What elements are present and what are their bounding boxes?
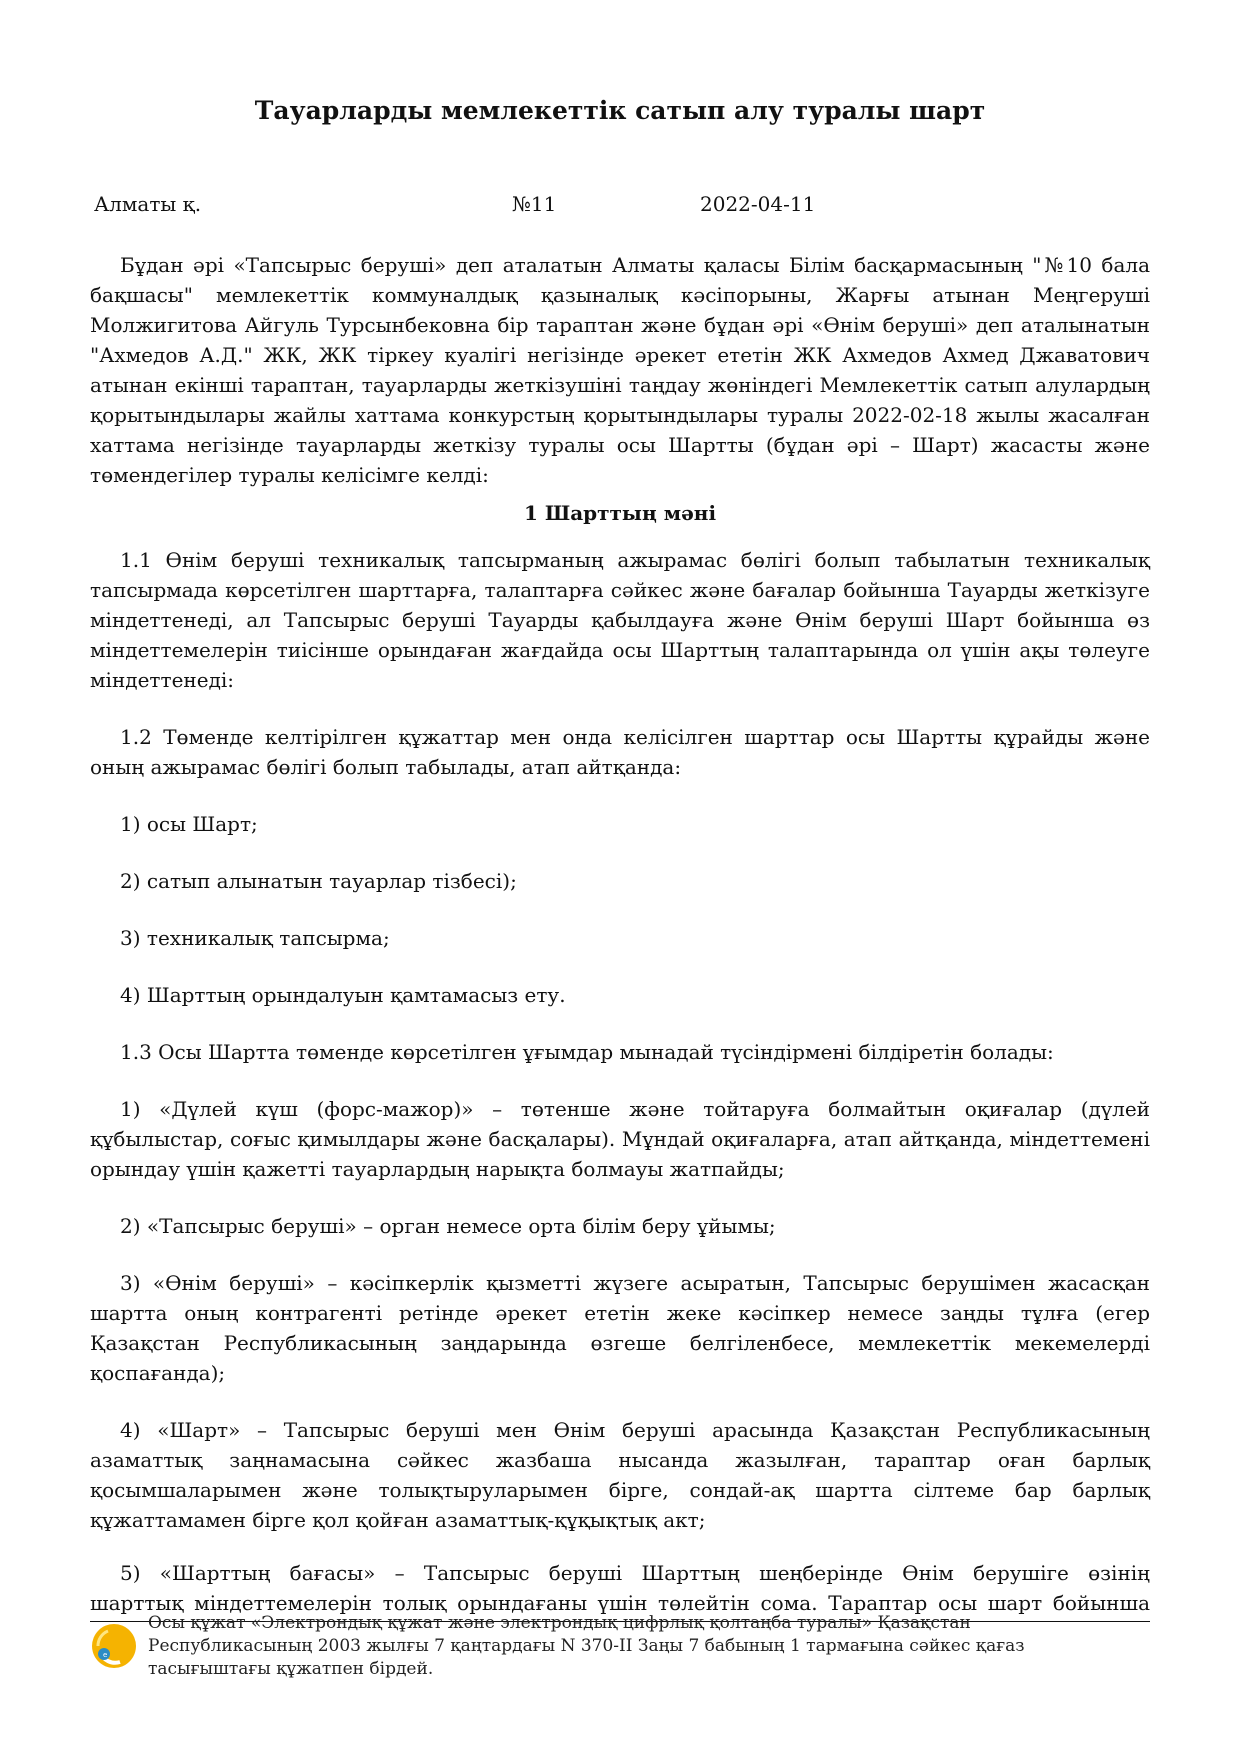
list-item: 2) сатып алынатын тауарлар тізбесі); bbox=[120, 869, 517, 893]
document-title: Тауарларды мемлекеттік сатып алу туралы шарт bbox=[254, 96, 986, 125]
document-city: Алматы қ. bbox=[94, 192, 202, 216]
section-heading: 1 Шарттың мәні bbox=[523, 501, 717, 525]
definition-item: 2) «Тапсырыс беруші» – орган немесе орта білім беру ұйымы; bbox=[120, 1214, 776, 1238]
list-item: 3) техникалық тапсырма; bbox=[120, 926, 390, 950]
clause-1-1: 1.1 Өнім беруші техникалық тапсырманың ажырамас бөлігі болып табылатын техникалық тапсырмада көрсетілген шарттарға, талаптарға сәйкес және бағалар бойынша Тауарды жеткізуге міндеттенеді, ал Тапсырыс беруші Тауарды қабылдауға және Өнім беруші Шарт бойынша өз міндеттемелерін тиісінше орындаған жағдайда осы Шарттың талаптарында ол үшін ақы төлеуге міндеттенеді: bbox=[90, 548, 1150, 692]
definition-item: 3) «Өнім беруші» – кәсіпкерлік қызметті жүзеге асыратын, Тапсырыс берушімен жасасқан шартта оның контрагенті ретінде әрекет ететін жеке кәсіпкер немесе заңды тұлға (егер Қазақстан Республикасының заңдарында өзгеше белгіленбесе, мемлекеттік мекемелерді қоспағанда); bbox=[90, 1271, 1150, 1385]
clause-1-2: 1.2 Төменде келтірілген құжаттар мен онда келісілген шарттар осы Шартты құрайды және оның ажырамас бөлігі болып табылады, атап айтқанда: bbox=[90, 725, 1150, 779]
list-item: 4) Шарттың орындалуын қамтамасыз ету. bbox=[120, 983, 566, 1007]
definition-5-line-1: 5) «Шарттың бағасы» – Тапсырыс беруші Шарттың шеңберінде Өнім берушіге өзінің bbox=[120, 1561, 1150, 1585]
footer-note: Осы құжат «Электрондық құжат және электрондық цифрлық қолтаңба туралы» Қазақстан Республикасының 2003 жылғы 7 қаңтардағы N 370-II Заңы 7 бабының 1 тармағына сәйкес қағаз тасығыштағы құжатпен бірдей. bbox=[148, 1613, 1025, 1679]
definition-5-line-2: шарттық міндеттемелерін толық орындағаны үшін төлейтін сома. Тараптар осы шарт бойынша bbox=[90, 1591, 1150, 1615]
document-date: 2022-04-11 bbox=[700, 192, 816, 216]
svg-text:e: e bbox=[103, 1651, 108, 1659]
clause-1-3: 1.3 Осы Шартта төменде көрсетілген ұғымдар мынадай түсіндірмені білдіретін болады: bbox=[120, 1040, 1054, 1064]
intro-paragraph: Бұдан әрі «Тапсырыс беруші» деп аталатын Алматы қаласы Білім басқармасының "№10 бала бақшасы" мемлекеттік коммуналдық қазыналық кәсіпорыны, Жарғы атынан Меңгеруші Молжигитова Айгуль Турсынбековна бір тараптан және бұдан әрі «Өнім беруші» деп аталынатын "Ахмедов А.Д." ЖК, ЖК тіркеу куалігі негізінде әрекет ететін ЖК Ахмедов Ахмед Джаватович атынан екінші тараптан, тауарларды жеткізушіні таңдау жөніндегі Мемлекеттік сатып алулардың қорытындылары жайлы хаттама конкурстың қорытындылары туралы 2022-02-18 жылы жасалған хаттама негізінде тауарларды жеткізу туралы осы Шартты (бұдан әрі – Шарт) жасасты және төмендегілер туралы келісімге келді: bbox=[90, 253, 1150, 487]
esign-footer bbox=[90, 1612, 1150, 1722]
list-item: 1) осы Шарт; bbox=[120, 812, 258, 836]
definition-item: 1) «Дүлей күш (форс-мажор)» – төтенше және тойтаруға болмайтын оқиғалар (дүлей құбылыстар, соғыс қимылдары және басқалары). Мұндай оқиғаларға, атап айтқанда, міндеттемені орындау үшін қажетті тауарлардың нарықта болмауы жатпайды; bbox=[90, 1097, 1150, 1181]
document-number: №11 bbox=[512, 192, 557, 216]
esign-stamp-icon bbox=[90, 1622, 138, 1670]
definition-item-5 bbox=[90, 1558, 1150, 1588]
document-body bbox=[90, 250, 1150, 1535]
definition-item: 4) «Шарт» – Тапсырыс беруші мен Өнім беруші арасында Қазақстан Республикасының азаматтық заңнамасына сәйкес жазбаша нысанда жазылған, тараптар оған барлық қосымшаларымен және толықтыруларымен бірге, сондай-ақ шартта сілтеме бар барлық құжаттамамен бірге қол қойған азаматтық-құқықтық акт; bbox=[90, 1418, 1150, 1532]
